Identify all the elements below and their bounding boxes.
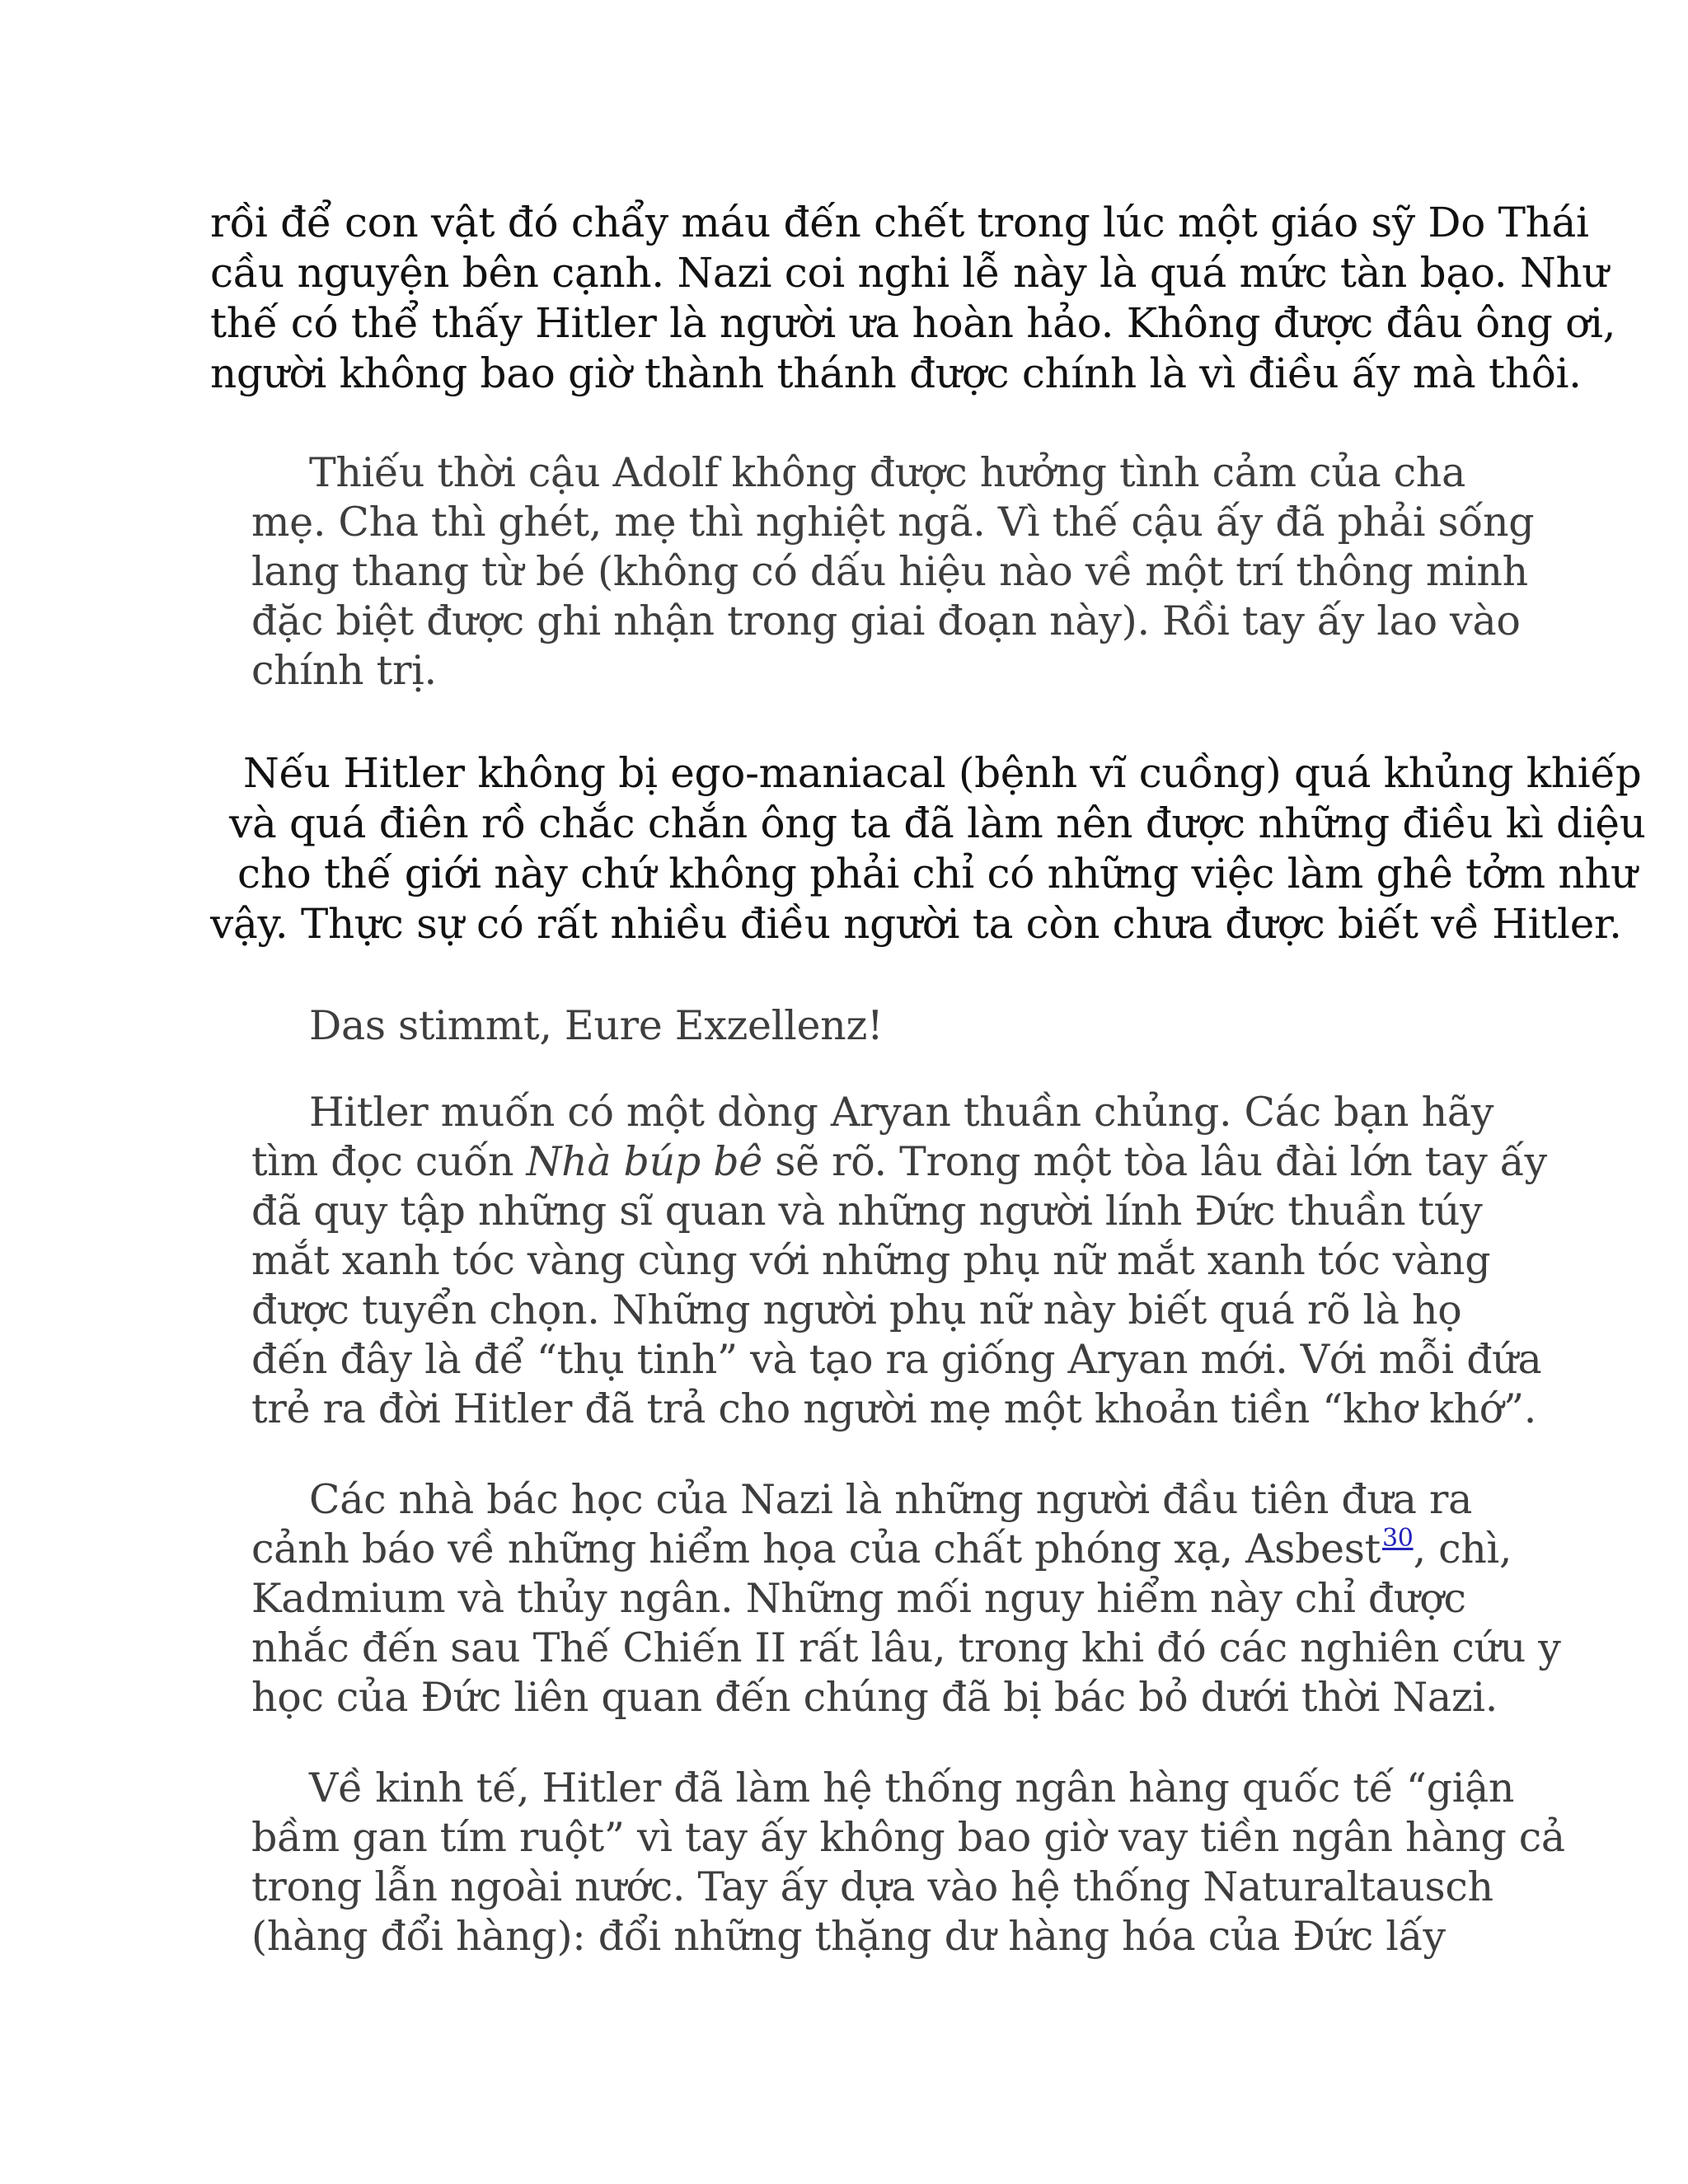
text-line: cầu nguyện bên cạnh. Nazi coi nghi lễ này là quá mức tàn bạo. Như [210, 249, 1609, 297]
text-line: bầm gan tím ruột” vì tay ấy không bao giờ vay tiền ngân hàng cả [251, 1814, 1565, 1861]
text-line: Kadmium và thủy ngân. Những mối nguy hiểm này chỉ được [251, 1575, 1466, 1622]
text-line: đặc biệt được ghi nhận trong giai đoạn này). Rồi tay ấy lao vào [251, 598, 1521, 644]
text-line: học của Đức liên quan đến chúng đã bị bác bỏ dưới thời Nazi. [251, 1674, 1498, 1721]
text-segment: sẽ rõ. Trong một tòa lâu đài lớn tay ấy [762, 1138, 1547, 1185]
text-line: Các nhà bác học của Nazi là những người đầu tiên đưa ra [309, 1476, 1472, 1523]
text-line: rồi để con vật đó chẩy máu đến chết trong lúc một giáo sỹ Do Thái [210, 199, 1589, 246]
text-line: mắt xanh tóc vàng cùng với những phụ nữ mắt xanh tóc vàng [251, 1237, 1491, 1284]
text-segment: tìm đọc cuốn [251, 1138, 527, 1185]
text-line: Nếu Hitler không bị ego-maniacal (bệnh vĩ cuồng) quá khủng khiếp [243, 749, 1642, 797]
text-line: cho thế giới này chứ không phải chỉ có những việc làm ghê tởm như [237, 850, 1638, 898]
text-line: vậy. Thực sự có rất nhiều điều người ta còn chưa được biết về Hitler. [210, 900, 1622, 948]
text-line: Về kinh tế, Hitler đã làm hệ thống ngân hàng quốc tế “giận [309, 1765, 1515, 1811]
text-line: và quá điên rồ chắc chắn ông ta đã làm nên được những điều kì diệu [229, 799, 1646, 847]
book-title: Nhà búp bê [526, 1138, 762, 1185]
text-line: Thiếu thời cậu Adolf không được hưởng tình cảm của cha [309, 449, 1465, 496]
text-line: chính trị. [251, 647, 437, 694]
text-segment: , chì, [1413, 1526, 1512, 1572]
text-line: được tuyển chọn. Những người phụ nữ này biết quá rõ là họ [251, 1286, 1462, 1333]
footnote-link[interactable]: 30 [1382, 1524, 1414, 1553]
text-line: thế có thể thấy Hitler là người ưa hoàn hảo. Không được đâu ông ơi, [210, 299, 1616, 347]
text-line: đã quy tập những sĩ quan và những người lính Đức thuần túy [251, 1188, 1483, 1235]
text-line: Das stimmt, Eure Exzellenz! [309, 1002, 884, 1049]
text-line: mẹ. Cha thì ghét, mẹ thì nghiệt ngã. Vì thế cậu ấy đã phải sống [251, 499, 1535, 546]
text-line: đến đây là để “thụ tinh” và tạo ra giống Aryan mới. Với mỗi đứa [251, 1336, 1542, 1383]
text-line: nhắc đến sau Thế Chiến II rất lâu, trong khi đó các nghiên cứu y [251, 1624, 1561, 1671]
text-line: người không bao giờ thành thánh được chính là vì điều ấy mà thôi. [210, 349, 1582, 397]
text-line: (hàng đổi hàng): đổi những thặng dư hàng hóa của Đức lấy [251, 1913, 1446, 1960]
text-line: lang thang từ bé (không có dấu hiệu nào về một trí thông minh [251, 548, 1528, 595]
text-line: trẻ ra đời Hitler đã trả cho người mẹ một khoản tiền “khơ khớ”. [251, 1385, 1537, 1432]
text-line [251, 1137, 1547, 1187]
text-line [251, 1525, 1512, 1580]
text-line: trong lẫn ngoài nước. Tay ấy dựa vào hệ thống Naturaltausch [251, 1863, 1493, 1910]
text-segment: cảnh báo về những hiểm họa của chất phóng xạ, Asbest [251, 1526, 1381, 1572]
text-line: Hitler muốn có một dòng Aryan thuần chủng. Các bạn hãy [309, 1089, 1494, 1136]
